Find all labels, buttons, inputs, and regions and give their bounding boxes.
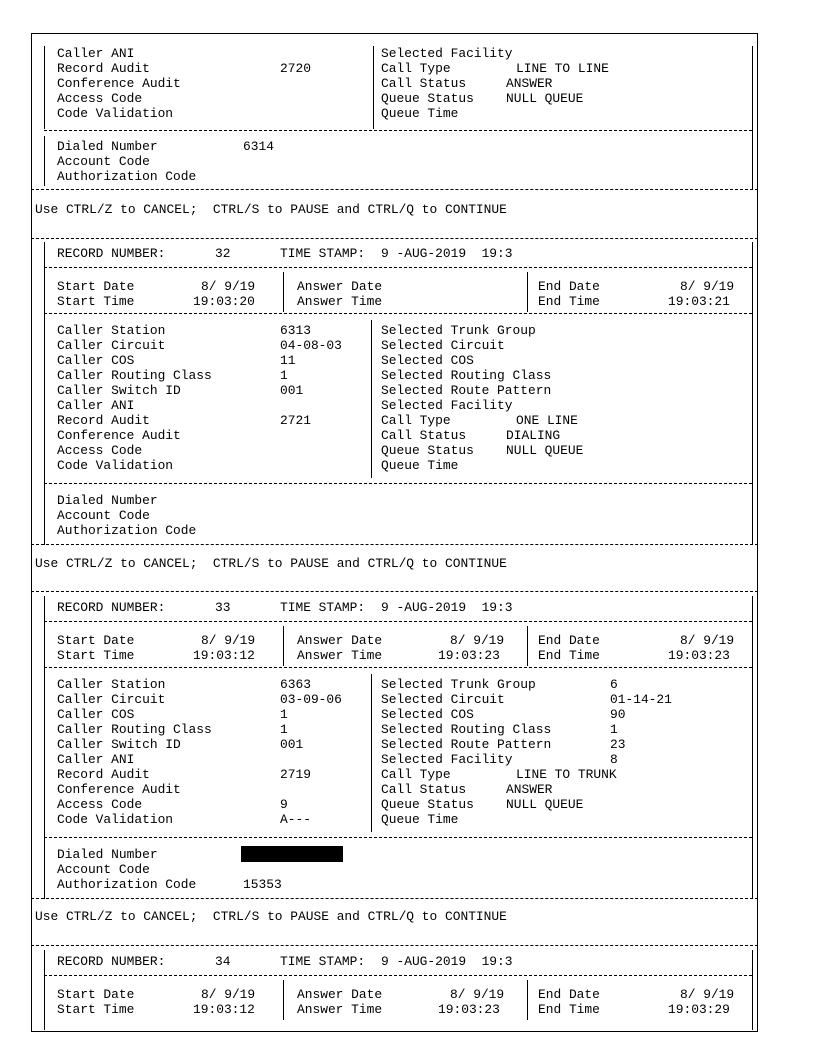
field-label: Record Audit xyxy=(57,413,150,428)
field-label: Selected Circuit xyxy=(381,692,505,707)
dashed-separator xyxy=(44,975,752,976)
vertical-rule xyxy=(373,46,374,129)
field-value: 8 xyxy=(610,752,618,767)
field-label: Selected Route Pattern xyxy=(381,737,552,752)
field-value: 2720 xyxy=(280,61,311,76)
field-value: ANSWER xyxy=(506,76,553,91)
start-date: 8/ 9/19 xyxy=(201,987,256,1002)
field-label: Dialed Number xyxy=(57,493,158,508)
field-label: Call Status xyxy=(381,428,467,443)
dashed-separator xyxy=(44,130,752,131)
record-number: 33 xyxy=(215,600,231,615)
dashed-separator xyxy=(31,945,758,946)
field-label: Code Validation xyxy=(57,106,174,121)
field-label: Caller ANI xyxy=(57,752,135,767)
field-label: Caller Circuit xyxy=(57,338,166,353)
answer-date-label: Answer Date xyxy=(297,987,383,1002)
field-label: Code Validation xyxy=(57,812,174,827)
vertical-rule xyxy=(752,950,753,1030)
field-label: Authorization Code xyxy=(57,877,197,892)
dashed-separator xyxy=(44,667,752,668)
time-stamp-label: TIME STAMP: xyxy=(280,954,366,969)
redaction-bar xyxy=(241,846,343,862)
answer-date: 8/ 9/19 xyxy=(450,987,505,1002)
field-label: Caller Station xyxy=(57,677,166,692)
field-value: 2721 xyxy=(280,413,311,428)
dashed-separator xyxy=(31,189,758,190)
field-label: Access Code xyxy=(57,443,143,458)
field-value: DIALING xyxy=(506,428,561,443)
field-label: Selected Routing Class xyxy=(381,368,552,383)
field-label: Account Code xyxy=(57,862,150,877)
field-label: Caller Switch ID xyxy=(57,383,181,398)
footer-instruction: Use CTRL/Z to CANCEL; CTRL/S to PAUSE and CTRL/Q to CONTINUE xyxy=(35,909,507,924)
field-value: 04-08-03 xyxy=(280,338,342,353)
answer-time-label: Answer Time xyxy=(297,648,383,663)
vertical-rule xyxy=(44,950,45,1030)
field-value: 6363 xyxy=(280,677,311,692)
end-date-label: End Date xyxy=(538,633,600,648)
start-date-label: Start Date xyxy=(57,279,135,294)
field-value: 6 xyxy=(610,677,618,692)
field-value: 1 xyxy=(280,722,288,737)
vertical-rule xyxy=(371,674,372,832)
field-label: Code Validation xyxy=(57,458,174,473)
vertical-rule xyxy=(527,980,528,1020)
time-stamp-label: TIME STAMP: xyxy=(280,246,366,261)
field-label: Caller ANI xyxy=(57,46,135,61)
field-label: Access Code xyxy=(57,797,143,812)
field-value: NULL QUEUE xyxy=(506,443,584,458)
field-label: Caller Switch ID xyxy=(57,737,181,752)
time-stamp: 9 -AUG-2019 19:3 xyxy=(381,954,513,969)
field-label: Selected Facility xyxy=(381,752,513,767)
field-label: Selected Trunk Group xyxy=(381,677,536,692)
end-time-label: End Time xyxy=(538,294,600,309)
field-label: Selected Facility xyxy=(381,398,513,413)
field-label: Access Code xyxy=(57,91,143,106)
record-number-label: RECORD NUMBER: xyxy=(57,246,166,261)
end-time: 19:03:21 xyxy=(668,294,730,309)
field-label: Caller COS xyxy=(57,707,135,722)
dashed-separator xyxy=(44,313,752,314)
vertical-rule xyxy=(44,136,45,186)
time-stamp-label: TIME STAMP: xyxy=(280,600,366,615)
vertical-rule xyxy=(44,242,45,545)
vertical-rule xyxy=(752,46,753,189)
field-value: 23 xyxy=(610,737,626,752)
field-value: 03-09-06 xyxy=(280,692,342,707)
field-value: 1 xyxy=(280,368,288,383)
field-label: Selected COS xyxy=(381,353,474,368)
end-date-label: End Date xyxy=(538,279,600,294)
record-number: 34 xyxy=(215,954,231,969)
field-value: 001 xyxy=(280,383,304,398)
vertical-rule xyxy=(283,980,284,1020)
field-value: 11 xyxy=(280,353,296,368)
end-date: 8/ 9/19 xyxy=(680,279,735,294)
start-date: 8/ 9/19 xyxy=(201,633,256,648)
field-label: Selected Routing Class xyxy=(381,722,552,737)
vertical-rule xyxy=(752,242,753,545)
dashed-separator xyxy=(44,483,752,484)
field-label: Queue Status xyxy=(381,91,474,106)
field-value: 001 xyxy=(280,737,304,752)
field-label: Dialed Number xyxy=(57,847,158,862)
field-label: Conference Audit xyxy=(57,76,181,91)
field-value: NULL QUEUE xyxy=(506,797,584,812)
field-value: ONE LINE xyxy=(516,413,578,428)
field-value: ANSWER xyxy=(506,782,553,797)
field-label: Selected Circuit xyxy=(381,338,505,353)
answer-date-label: Answer Date xyxy=(297,633,383,648)
start-time: 19:03:12 xyxy=(193,648,255,663)
field-value: 6313 xyxy=(280,323,311,338)
end-time-label: End Time xyxy=(538,1002,600,1017)
field-label: Queue Time xyxy=(381,106,459,121)
time-stamp: 9 -AUG-2019 19:3 xyxy=(381,600,513,615)
field-label: Selected Route Pattern xyxy=(381,383,552,398)
field-value: LINE TO TRUNK xyxy=(516,767,617,782)
dashed-separator xyxy=(44,837,752,838)
start-time-label: Start Time xyxy=(57,1002,135,1017)
dashed-separator xyxy=(44,621,752,622)
field-value: A--- xyxy=(280,812,311,827)
field-value: 1 xyxy=(280,707,288,722)
field-label: Caller COS xyxy=(57,353,135,368)
field-label: Selected Trunk Group xyxy=(381,323,536,338)
vertical-rule xyxy=(283,626,284,666)
answer-time: 19:03:23 xyxy=(438,648,500,663)
footer-instruction: Use CTRL/Z to CANCEL; CTRL/S to PAUSE and CTRL/Q to CONTINUE xyxy=(35,202,507,217)
end-time: 19:03:23 xyxy=(668,648,730,663)
field-label: Conference Audit xyxy=(57,428,181,443)
start-date: 8/ 9/19 xyxy=(201,279,256,294)
vertical-rule xyxy=(44,46,45,129)
field-label: Queue Status xyxy=(381,797,474,812)
field-label: Caller Circuit xyxy=(57,692,166,707)
time-stamp: 9 -AUG-2019 19:3 xyxy=(381,246,513,261)
start-date-label: Start Date xyxy=(57,987,135,1002)
vertical-rule xyxy=(752,596,753,899)
field-value: NULL QUEUE xyxy=(506,91,584,106)
start-time: 19:03:20 xyxy=(193,294,255,309)
field-value: 9 xyxy=(280,797,288,812)
field-value: 90 xyxy=(610,707,626,722)
field-label: Call Type xyxy=(381,413,451,428)
authorization-code: 15353 xyxy=(243,877,282,892)
answer-time-label: Answer Time xyxy=(297,294,383,309)
field-label: Queue Status xyxy=(381,443,474,458)
end-date-label: End Date xyxy=(538,987,600,1002)
start-date-label: Start Date xyxy=(57,633,135,648)
vertical-rule xyxy=(527,626,528,666)
vertical-rule xyxy=(44,596,45,899)
record-number: 32 xyxy=(215,246,231,261)
dashed-separator xyxy=(31,544,758,545)
field-label: Call Type xyxy=(381,767,451,782)
end-date: 8/ 9/19 xyxy=(680,987,735,1002)
field-value: 6314 xyxy=(243,139,274,154)
answer-time-label: Answer Time xyxy=(297,1002,383,1017)
field-label: Account Code xyxy=(57,154,150,169)
field-label: Caller ANI xyxy=(57,398,135,413)
field-label: Caller Routing Class xyxy=(57,368,212,383)
field-label: Record Audit xyxy=(57,767,150,782)
dashed-separator xyxy=(44,267,752,268)
end-date: 8/ 9/19 xyxy=(680,633,735,648)
field-label: Call Status xyxy=(381,76,467,91)
field-label: Selected COS xyxy=(381,707,474,722)
field-label: Record Audit xyxy=(57,61,150,76)
start-time-label: Start Time xyxy=(57,648,135,663)
footer-instruction: Use CTRL/Z to CANCEL; CTRL/S to PAUSE and CTRL/Q to CONTINUE xyxy=(35,556,507,571)
answer-time: 19:03:23 xyxy=(438,1002,500,1017)
field-label: Caller Station xyxy=(57,323,166,338)
field-label: Caller Routing Class xyxy=(57,722,212,737)
start-time-label: Start Time xyxy=(57,294,135,309)
field-label: Authorization Code xyxy=(57,523,197,538)
field-value: 1 xyxy=(610,722,618,737)
dashed-separator xyxy=(31,591,758,592)
field-label: Queue Time xyxy=(381,812,459,827)
field-value: 2719 xyxy=(280,767,311,782)
field-value: LINE TO LINE xyxy=(516,61,609,76)
field-label: Queue Time xyxy=(381,458,459,473)
field-label: Call Type xyxy=(381,61,451,76)
field-label: Authorization Code xyxy=(57,169,197,184)
field-label: Conference Audit xyxy=(57,782,181,797)
end-time: 19:03:29 xyxy=(668,1002,730,1017)
record-number-label: RECORD NUMBER: xyxy=(57,954,166,969)
start-time: 19:03:12 xyxy=(193,1002,255,1017)
answer-date-label: Answer Date xyxy=(297,279,383,294)
end-time-label: End Time xyxy=(538,648,600,663)
field-label: Account Code xyxy=(57,508,150,523)
dashed-separator xyxy=(31,238,758,239)
field-label: Dialed Number xyxy=(57,139,158,154)
vertical-rule xyxy=(283,272,284,312)
field-label: Call Status xyxy=(381,782,467,797)
field-label: Selected Facility xyxy=(381,46,513,61)
vertical-rule xyxy=(527,272,528,312)
record-number-label: RECORD NUMBER: xyxy=(57,600,166,615)
answer-date: 8/ 9/19 xyxy=(450,633,505,648)
dashed-separator xyxy=(31,898,758,899)
field-value: 01-14-21 xyxy=(610,692,672,707)
vertical-rule xyxy=(371,320,372,478)
